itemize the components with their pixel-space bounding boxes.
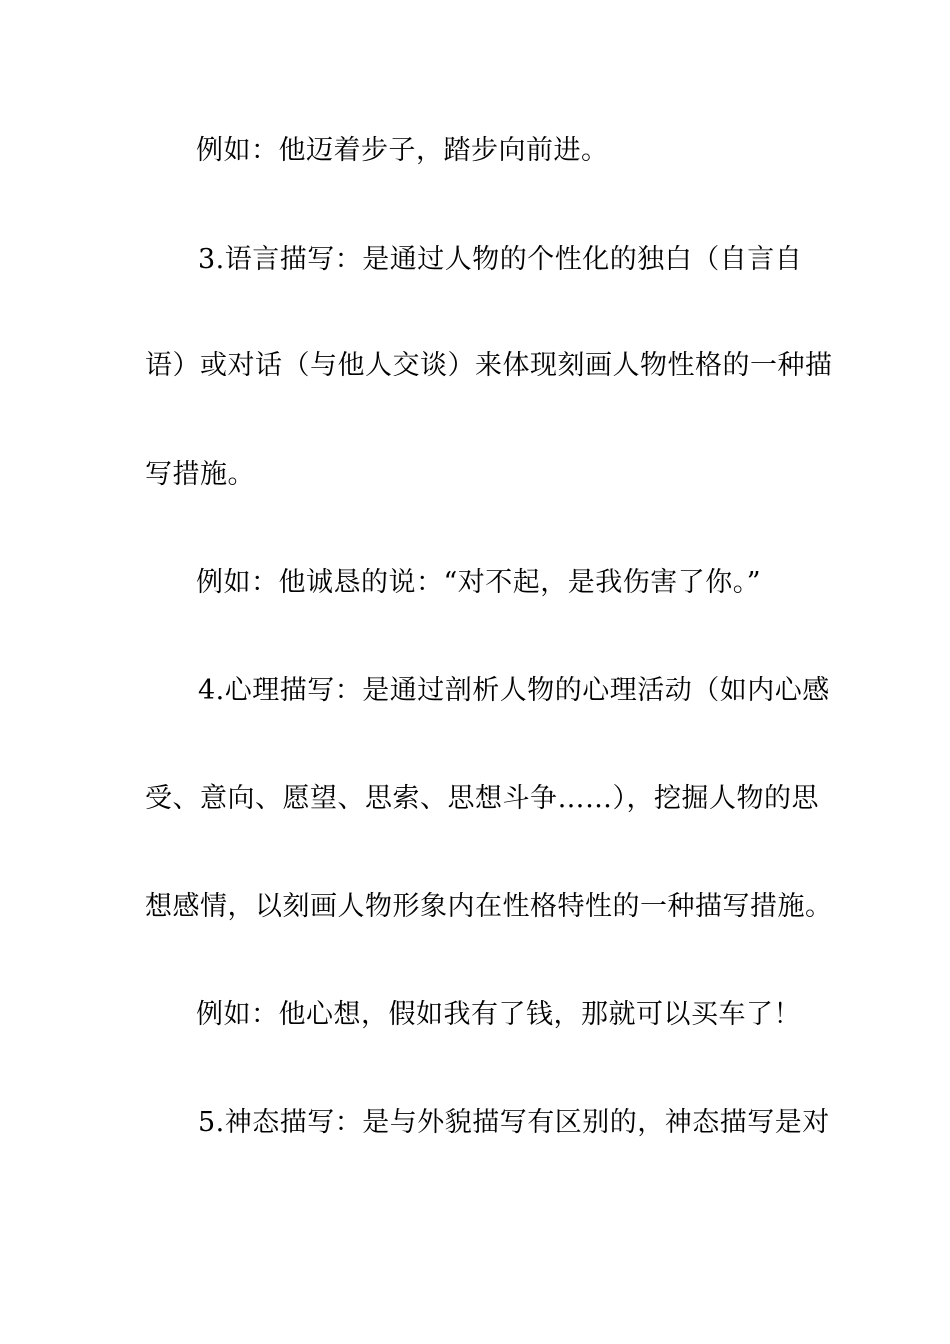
section-4-body-line-1: 受、意向、愿望、思索、思想斗争……），挖掘人物的思 xyxy=(145,783,819,814)
section-4-psychology-heading: 4.心理描写：是通过剖析人物的心理活动（如内心感 xyxy=(198,675,830,706)
example-thinking: 例如：他心想，假如我有了钱，那就可以买车了！ xyxy=(196,999,801,1030)
section-3-language-heading: 3.语言描写：是通过人物的个性化的独白（自言自 xyxy=(198,244,803,275)
section-5-expression-heading: 5.神态描写：是与外貌描写有区别的，神态描写是对 xyxy=(198,1107,830,1138)
section-4-body-line-2: 想感情，以刻画人物形象内在性格特性的一种描写措施。 xyxy=(145,891,833,922)
section-3-body-line-2: 写措施。 xyxy=(145,459,255,490)
example-walking: 例如：他迈着步子，踏步向前进。 xyxy=(196,135,609,166)
section-3-body-line-1: 语）或对话（与他人交谈）来体现刻画人物性格的一种描 xyxy=(145,350,833,381)
example-apology: 例如：他诚恳的说：“对不起，是我伤害了你。” xyxy=(196,567,762,598)
